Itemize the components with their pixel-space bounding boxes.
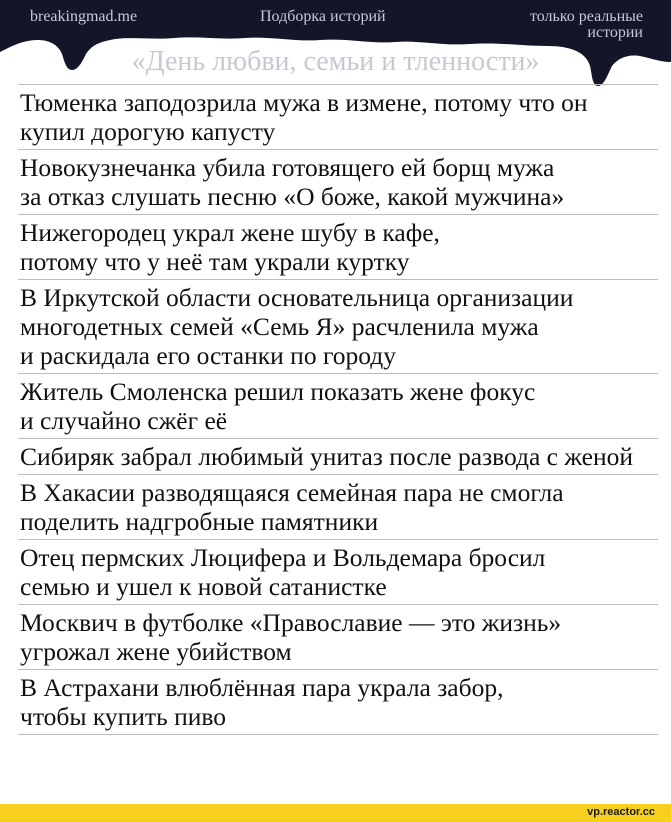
story-list (18, 84, 658, 735)
tagline: только реальные истории (529, 8, 643, 41)
story-item: Тюменка заподозрила мужа в измене, потому что он купил дорогую капусту (18, 84, 658, 149)
story-item: Новокузнечанка убила готовящего ей борщ мужа за отказ слушать песню «О боже, какой мужчина» (18, 149, 658, 214)
story-item: Отец пермских Люцифера и Вольдемара бросил семью и ушел к новой сатанистке (18, 539, 658, 604)
page-title: «День любви, семьи и тленности» (131, 46, 540, 77)
story-item: В Хакасии разводящаяся семейная пара не смогла поделить надгробные памятники (18, 474, 658, 539)
source-watermark[interactable]: vp.reactor.cc (587, 806, 655, 818)
story-item: Нижегородец украл жене шубу в кафе, потому что у неё там украли куртку (18, 214, 658, 279)
header-banner (0, 0, 671, 95)
story-item: Житель Смоленска решил показать жене фокус и случайно сжёг её (18, 373, 658, 438)
story-item: В Иркутской области основательница организации многодетных семей «Семь Я» расчленила мужа и раскидала его останки по городу (18, 279, 658, 373)
story-item: В Астрахани влюблённая пара украла забор, чтобы купить пиво (18, 669, 658, 735)
footer-bar (0, 804, 671, 822)
story-item: Москвич в футболке «Православие — это жизнь» угрожал жене убийством (18, 604, 658, 669)
story-item: Сибиряк забрал любимый унитаз после развода с женой (18, 438, 658, 474)
collection-title: Подборка историй (260, 8, 386, 25)
site-name: breakingmad.me (30, 8, 138, 25)
